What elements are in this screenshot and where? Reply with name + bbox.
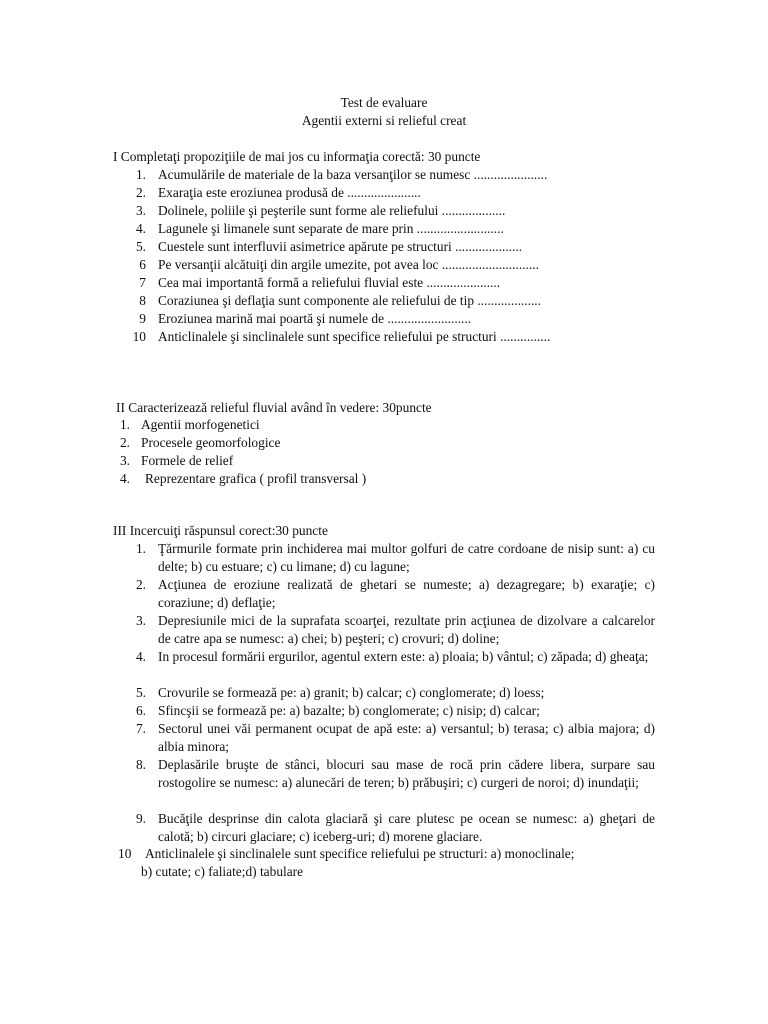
item-number: 4.: [119, 471, 130, 486]
item-text: Sectorul unei văi permanent ocupat de apă este: a) versantul; b) terasa; c) albia majora; d) albia minora;: [158, 721, 655, 754]
item-number: 9.: [135, 811, 146, 826]
item-text: Agentii morfogenetici: [141, 417, 260, 432]
item-number: 8.: [135, 757, 146, 772]
item-number: 3.: [119, 453, 130, 468]
item-text: Pe versanţii alcătuiţi din argile umezite, pot avea loc .............................: [158, 257, 539, 272]
item-number: 3.: [135, 613, 146, 628]
item-number: 9: [139, 311, 146, 326]
item-text: Eroziunea marină mai poartă şi numele de .........................: [158, 311, 472, 326]
item-text: Lagunele şi limanele sunt separate de mare prin ..........................: [158, 221, 504, 236]
item-text: Crovurile se formează pe: a) granit; b) calcar; c) conglomerate; d) loess;: [158, 685, 545, 700]
item-text: Ţărmurile formate prin inchiderea mai multor golfuri de catre cordoane de nisip sunt: a) cu delte; b) cu estuare; c) cu limane; d) cu lagune;: [158, 541, 655, 574]
item-number: 5.: [135, 239, 146, 254]
item-text: Procesele geomorfologice: [141, 435, 281, 450]
item-text: Acumulările de materiale de la baza versanţilor se numesc ......................: [158, 167, 548, 182]
item-text: Acţiunea de eroziune realizată de ghetari se numeste; a) dezagregare; b) exaraţie; c) coraziune; d) deflaţie;: [158, 577, 655, 610]
item-text: Dolinele, poliile şi peşterile sunt forme ale reliefului ...................: [158, 203, 506, 218]
item-text: Depresiunile mici de la suprafata scoarţei, rezultate prin acţiunea de dizolvare a calcarelor de catre apa se numesc: a) chei; b) peşteri; c) crovuri; d) doline;: [158, 613, 655, 646]
section-3-heading: III Incercuiţi răspunsul corect:30 puncte: [113, 523, 328, 538]
item-text: Cea mai importantă formă a reliefului fluvial este ......................: [158, 275, 501, 290]
item-number: 7.: [135, 721, 146, 736]
document-subtitle: Agentii externi si relieful creat: [301, 113, 467, 128]
document-title: Test de evaluare: [340, 95, 428, 110]
item-number: 3.: [135, 203, 146, 218]
item-number: 4.: [135, 221, 146, 236]
item-text: Reprezentare grafica ( profil transversal ): [145, 471, 367, 486]
item-number: 8: [139, 293, 146, 308]
item-text: Coraziunea şi deflaţia sunt componente ale reliefului de tip ...................: [158, 293, 542, 308]
item-number: 6: [139, 257, 146, 272]
item-number: 1.: [135, 167, 146, 182]
item-number: 2.: [135, 577, 146, 592]
item-text: Deplasările bruşte de stânci, blocuri sau mase de rocă prin cădere libera, surpare sau rostogolire se numesc: a) alunecări de teren; b) prăbuşiri; c) curgeri de noroi; d) inundaţii;: [158, 757, 655, 790]
item-number: 2.: [119, 435, 130, 450]
item-number: 1.: [135, 541, 146, 556]
item-text-continuation: b) cutate; c) faliate;d) tabulare: [141, 864, 304, 879]
item-text: Anticlinalele şi sinclinalele sunt specifice reliefului pe structuri: a) monoclinale;: [145, 846, 575, 861]
section-1-heading: I Completaţi propoziţiile de mai jos cu informaţia corectă: 30 puncte: [113, 149, 481, 164]
item-number: 5.: [135, 685, 146, 700]
item-number: 1.: [119, 417, 130, 432]
item-text: Bucăţile desprinse din calota glaciară şi care plutesc pe ocean se numesc: a) gheţari de calotă; b) circuri glaciare; c) iceberg-uri; d) morene glaciare.: [158, 811, 655, 844]
section-2-heading: II Caracterizează relieful fluvial având în vedere: 30puncte: [116, 400, 432, 415]
item-number: 6.: [135, 703, 146, 718]
item-text: Sfincşii se formează pe: a) bazalte; b) conglomerate; c) nisip; d) calcar;: [158, 703, 540, 718]
item-text: Cuestele sunt interfluvii asimetrice apărute pe structuri ....................: [158, 239, 523, 254]
item-number: 10: [132, 329, 146, 344]
item-text: Formele de relief: [141, 453, 234, 468]
item-number: 4.: [135, 649, 146, 664]
item-text: In procesul formării ergurilor, agentul extern este: a) ploaia; b) vântul; c) zăpada; d) gheaţa;: [158, 649, 649, 664]
item-number: 2.: [135, 185, 146, 200]
item-text: Anticlinalele şi sinclinalele sunt specifice reliefului pe structuri ...............: [158, 329, 551, 344]
item-text: Exaraţia este eroziunea produsă de ......................: [158, 185, 421, 200]
item-number: 10: [118, 846, 132, 861]
item-number: 7: [139, 275, 146, 290]
